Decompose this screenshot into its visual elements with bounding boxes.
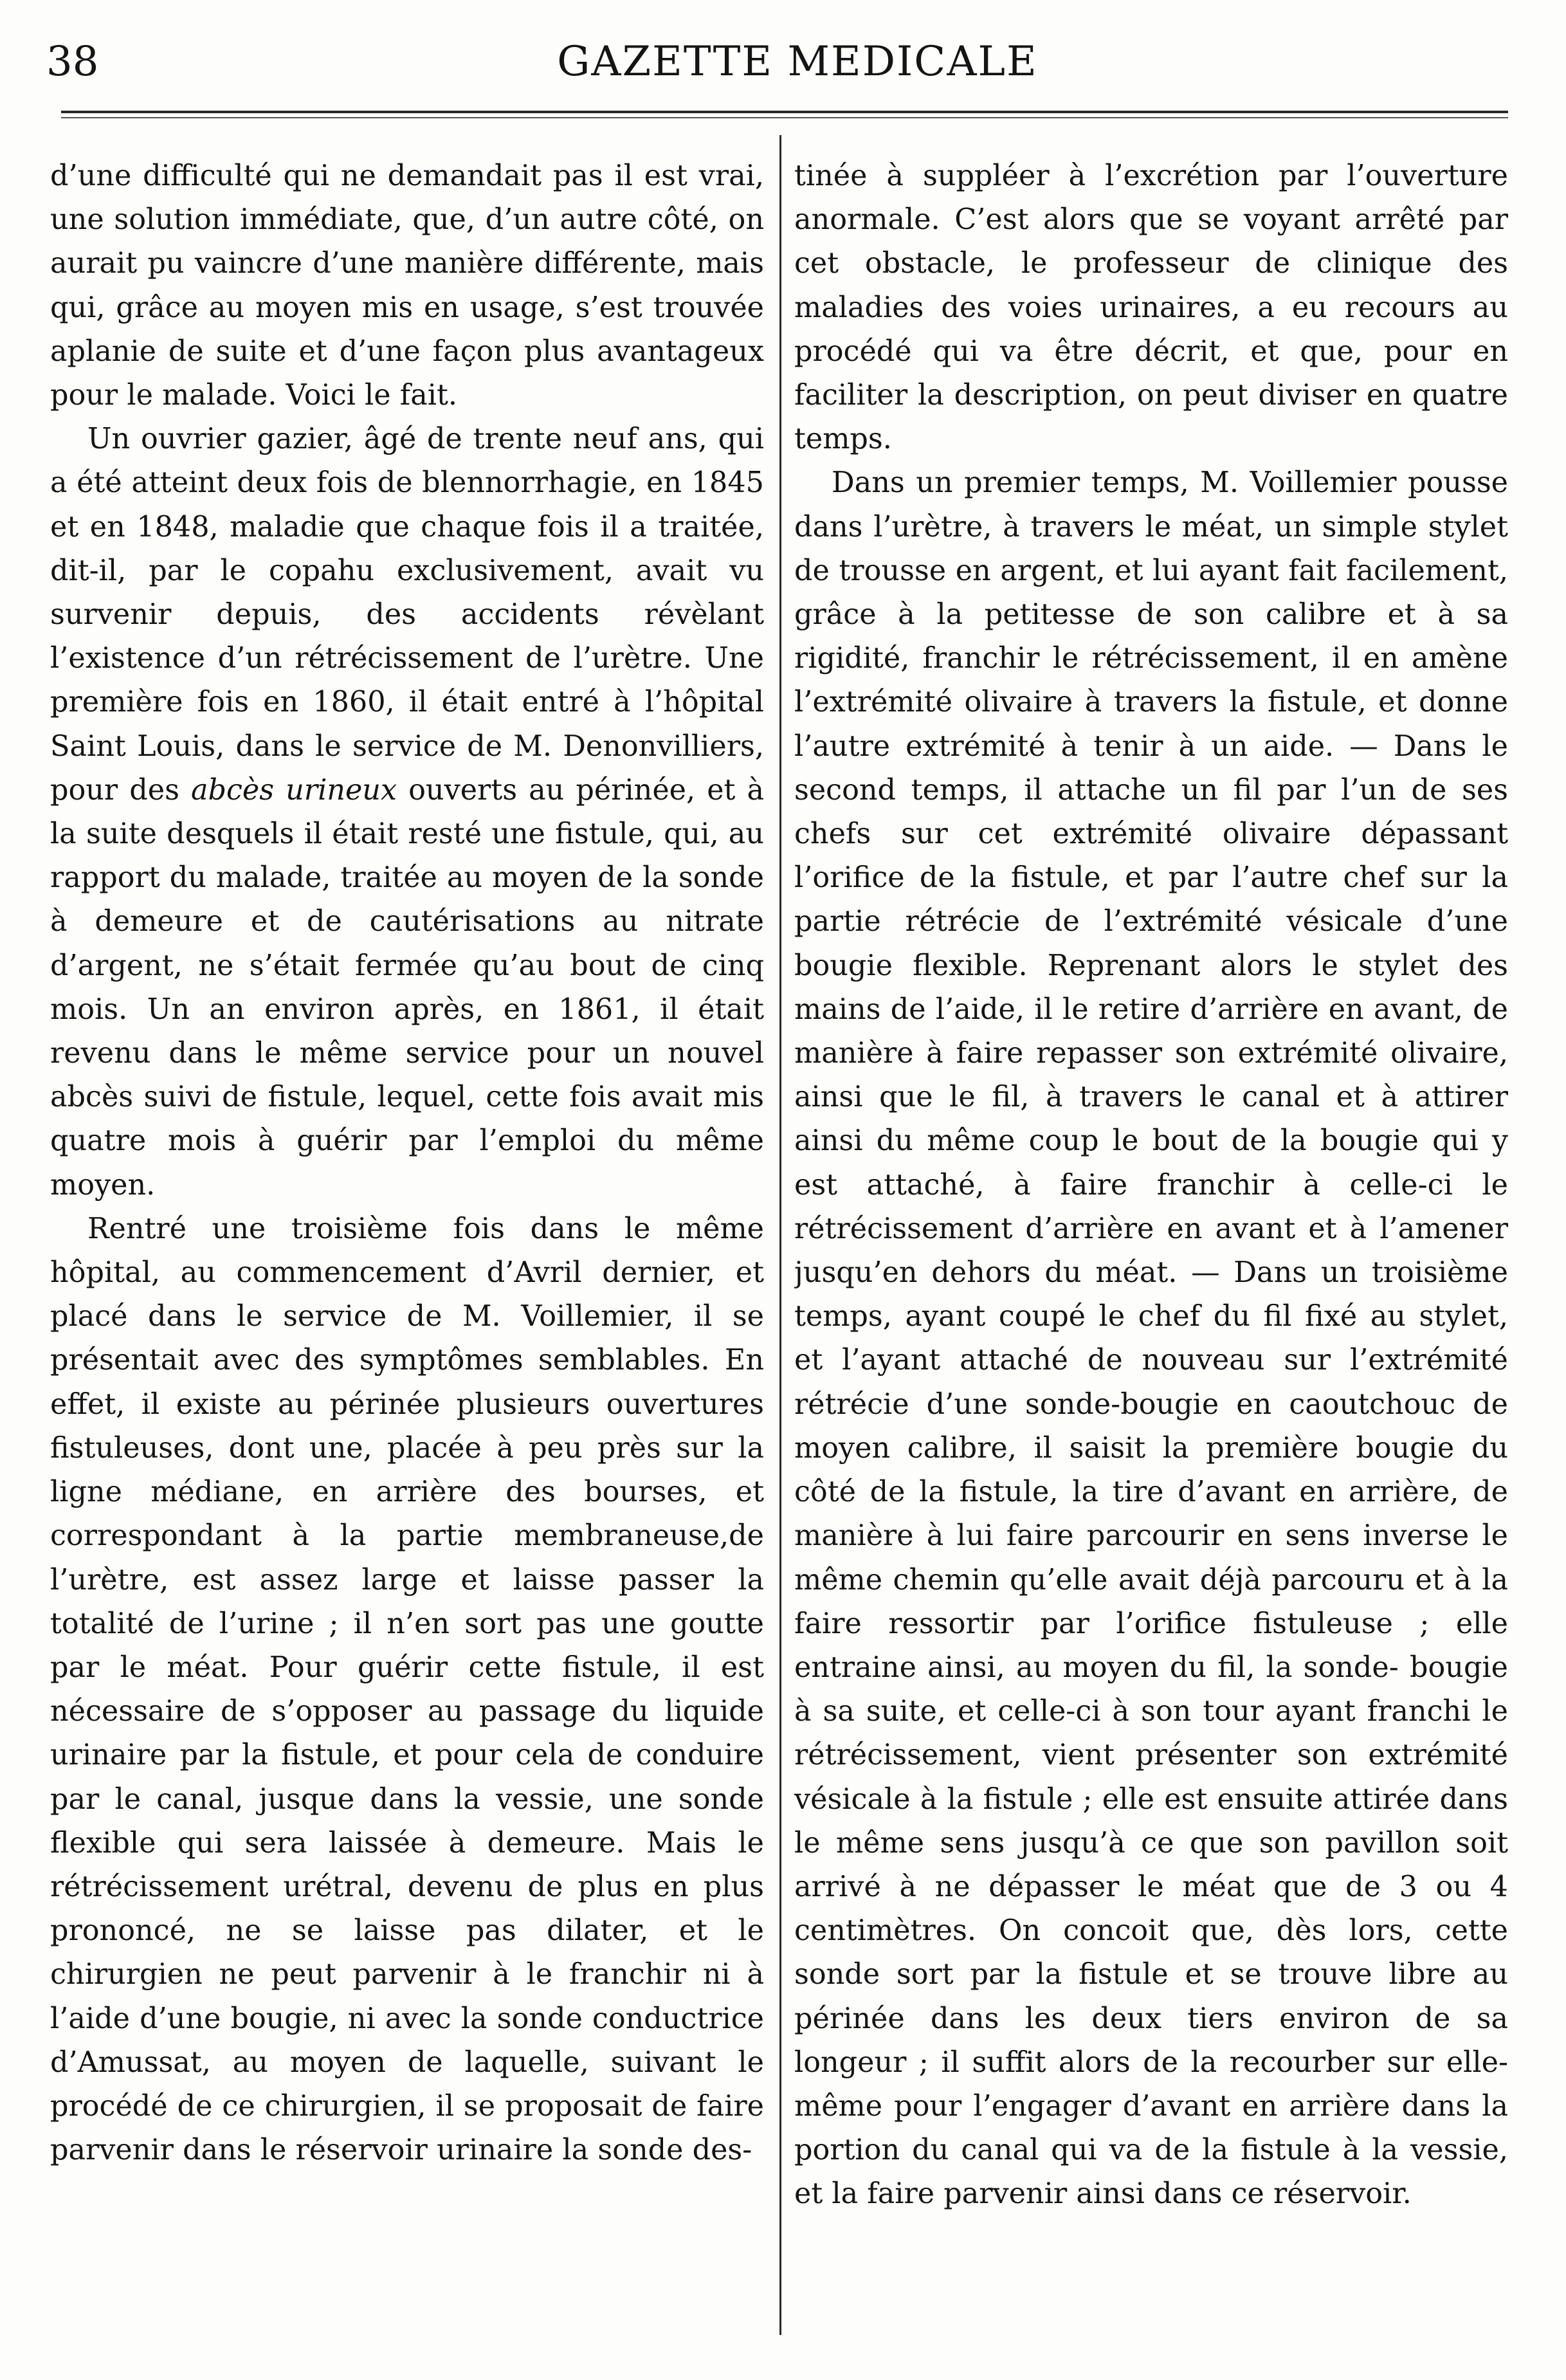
paragraph: tinée à suppléer à l’excrétion par l’ouverture anormale. C’est alors que se voyant arrêté par cet obstacle, le professeur de clinique des maladies des voies urinaires, a eu recours au procédé qui va être décrit, et que, pour en faciliter la description, on peut diviser en quatre temps.: [794, 160, 1508, 456]
paragraph: d’une difficulté qui ne demandait pas il est vrai, une solution immédiate, que, d’un autre côté, on aurait pu vaincre d’une manière différente, mais qui, grâce au moyen mis en usage, s’est trouvée aplanie de suite et d’une façon plus avantageux pour le malade. Voici le fait.: [50, 160, 764, 412]
italic-term: abcès urineux: [190, 773, 397, 807]
paragraph: Dans un premier temps, M. Voillemier pousse dans l’urètre, à travers le méat, un simple stylet de trousse en argent, et lui ayant fait facilement, grâce à la petitesse de son calibre et à sa rigidité, franchir le rétrécissement, il en amène l’extrémité olivaire à travers la fistule, et donne l’autre extrémité à tenir à un aide. — Dans le second temps, il attache un fil par l’un de ses chefs sur cet extrémité olivaire dépassant l’orifice de la fistule, et par l’autre chef sur la partie rétrécie de l’extrémité vésicale d’une bougie flexible. Reprenant alors le stylet des mains de l’aide, il le retire d’arrière en avant, de manière à faire repasser son extrémité olivaire, ainsi que le fil, à travers le canal et à attirer ainsi du même coup le bout de la bougie qui y est attaché, à faire franchir à celle-ci le rétrécissement d’arrière en avant et à l’amener jusqu’en dehors du méat. — Dans un troisième temps, ayant coupé le chef du fil fixé au stylet, et l’ayant attaché de nouveau sur l’extrémité rétrécie d’une sonde-bougie en caoutchouc de moyen calibre, il saisit la première bougie du côté de la fistule, la tire d’avant en arrière, de manière à lui faire parcourir en sens inverse le même chemin qu’elle avait déjà parcouru et à la faire ressortir par l’orifice fistuleuse ; elle entraine ainsi, au moyen du fil, la sonde- bougie à sa suite, et celle-ci à son tour ayant franchi le rétrécissement, vient présenter son extrémité vésicale à la fistule ; elle est ensuite attirée dans le même sens jusqu’à ce que son pavillon soit arrivé à ne dépasser le méat que de 3 ou 4 centimètres. On concoit que, dès lors, cette sonde sort par la fistule et se trouve libre au périnée dans les deux tiers environ de sa longeur ; il suffit alors de la recourber sur elle-même pour l’engager d’avant en arrière dans la portion du canal qui va de la fistule à la vessie, et la faire parvenir ainsi dans ce réservoir.: [794, 466, 1508, 2211]
left-column: [50, 154, 764, 2354]
paragraph-text: Un ouvrier gazier, âgé de trente neuf ans, qui a été atteint deux fois de blennorrhagie, en 1845 et en 1848, maladie que chaque fois il a traitée, dit-il, par le copahu exclusivement, avait vu survenir depuis, des accidents révèlant l’existence d’un rétrécissement de l’urètre. Une première fois en 1860, il était entré à l’hôpital Saint Louis, dans le service de M. Denonvilliers, pour des: [50, 423, 764, 807]
column-divider: [779, 135, 781, 2335]
right-column: [794, 154, 1508, 2354]
paragraph: Rentré une troisième fois dans le même hôpital, au commencement d’Avril dernier, et placé dans le service de M. Voillemier, il se présentait avec des symptômes semblables. En effet, il existe au périnée plusieurs ouvertures fistuleuses, dont une, placée à peu près sur la ligne médiane, en arrière des bourses, et correspondant à la partie membraneuse,de l’urètre, est assez large et laisse passer la totalité de l’urine ; il n’en sort pas une goutte par le méat. Pour guérir cette fistule, il est nécessaire de s’opposer au passage du liquide urinaire par la fistule, et pour cela de conduire par le canal, jusque dans la vessie, une sonde flexible qui sera laissée à demeure. Mais le rétrécissement urétral, devenu de plus en plus prononcé, ne se laisse pas dilater, et le chirurgien ne peut parvenir à le franchir ni à l’aide d’une bougie, ni avec la sonde conductrice d’Amussat, au moyen de laquelle, suivant le procédé de ce chirurgien, il se proposait de faire parvenir dans le réservoir urinaire la sonde des-: [50, 1212, 764, 2167]
paragraph-text: ouverts au périnée, et à la suite desquels il était resté une fistule, qui, au rapport du malade, traitée au moyen de la sonde à demeure et de cautérisations au nitrate d’argent, ne s’était fermée qu’au bout de cinq mois. Un an environ après, en 1861, il était revenu dans le même service pour un nouvel abcès suivi de fistule, lequel, cette fois avait mis quatre mois à guérir par l’emploi du même moyen.: [50, 773, 764, 1202]
journal-title: GAZETTE MEDICALE: [557, 38, 1038, 86]
paragraph: [50, 417, 764, 1207]
header-rule: [61, 111, 1508, 113]
header-rule-secondary: [61, 117, 1508, 118]
page-number: 38: [46, 38, 99, 86]
